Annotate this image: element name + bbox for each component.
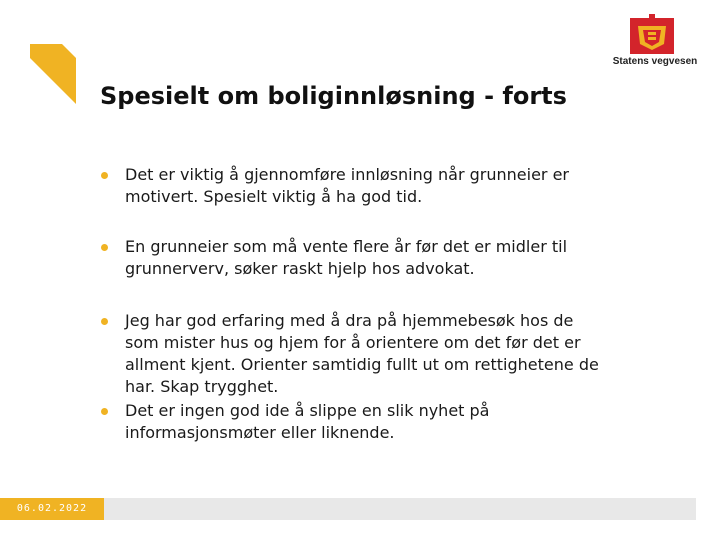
bullet-line: har. Skap trygghet. [125,377,279,396]
bullet-dot-icon [101,244,108,251]
bullet-line: motivert. Spesielt viktig å ha god tid. [125,187,423,206]
bullet-line: Det er viktig å gjennomføre innløsning når grunneier er [125,165,569,184]
bullet-item [100,236,567,280]
bullet-line: som mister hus og hjem for å orientere om det før det er [125,333,581,352]
bullet-item [100,400,489,444]
bullet-line: En grunneier som må vente flere år før det er midler til [125,237,568,256]
bullet-line: grunnerverv, søker raskt hjelp hos advokat. [125,259,475,278]
bullet-item [100,164,569,208]
footer-bar [0,498,720,520]
bullet-line: Det er ingen god ide å slippe en slik nyhet på [125,401,490,420]
logo-wordmark: Statens vegvesen [612,56,698,67]
statens-vegvesen-logo [600,14,710,70]
bullet-item [100,310,599,398]
bullet-dot-icon [101,408,108,415]
crest-icon [630,14,674,54]
bullet-line: informasjonsmøter eller liknende. [125,423,395,442]
bullet-dot-icon [101,318,108,325]
bullet-line: Jeg har god erfaring med å dra på hjemmebesøk hos de [125,311,574,330]
bullet-line: allment kjent. Orienter samtidig fullt ut om rettighetene de [125,355,599,374]
slide-title: Spesielt om boliginnløsning - forts [100,82,567,110]
footer-strip [104,498,696,520]
accent-shape [0,44,80,114]
bullet-dot-icon [101,172,108,179]
footer-date: 06.02.2022 [0,498,104,520]
